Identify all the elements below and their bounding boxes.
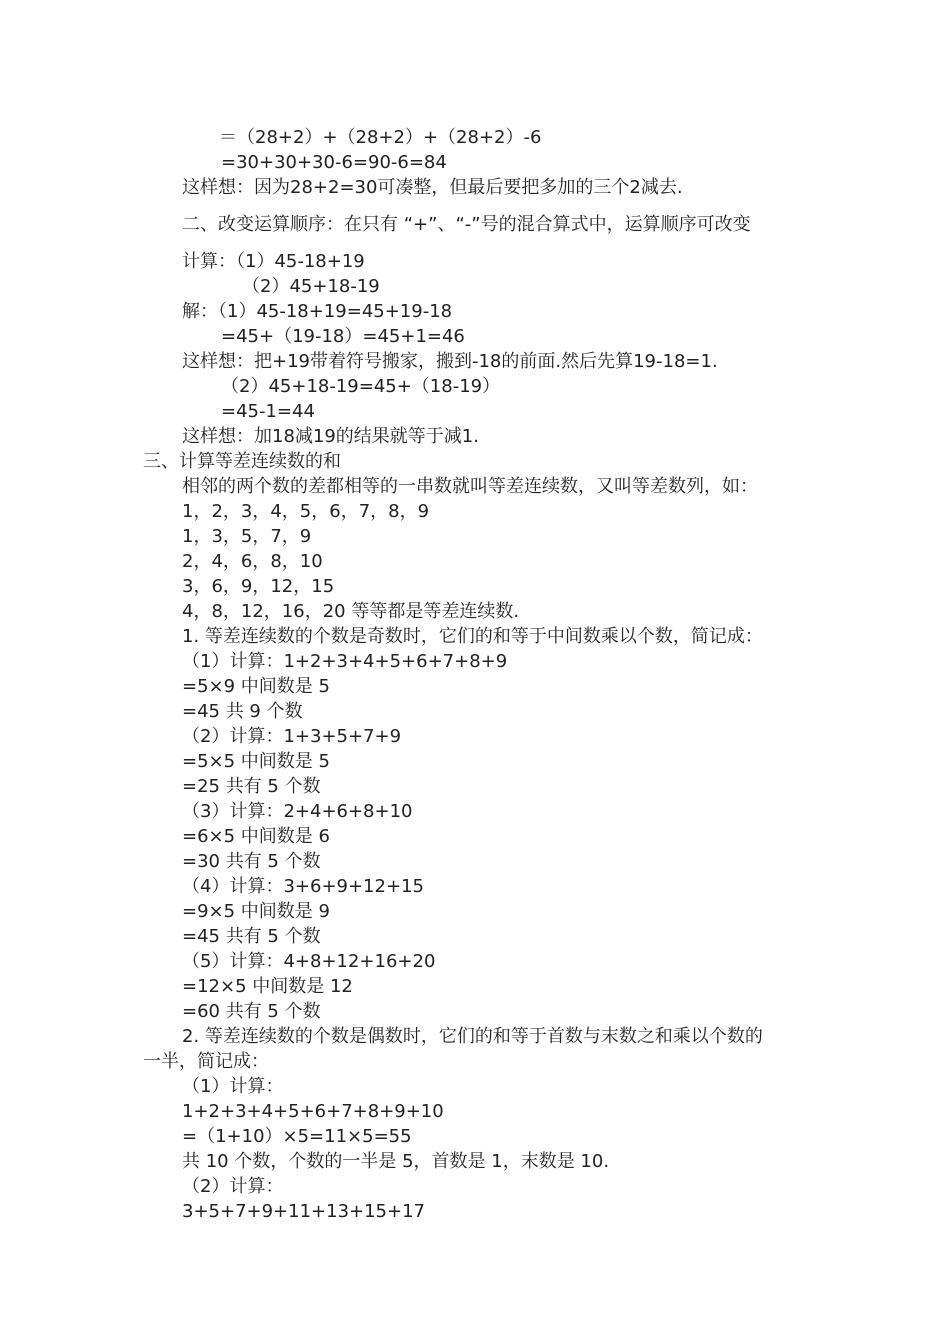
problem-line: （2）45+18-19 [242,276,380,297]
sequence-line: 2，4，6，8，10 [182,551,323,572]
explanation-line: 这样想：因为28+2=30可凑整，但最后要把多加的三个2减去. [182,177,683,198]
equation-line: =45+（19-18）=45+1=46 [221,326,465,347]
sequence-line: 1，3，5，7，9 [182,526,312,547]
equation-line: =30+30+30-6=90-6=84 [221,152,447,173]
rule-line: 1. 等差连续数的个数是奇数时，它们的和等于中间数乘以个数，简记成： [182,626,763,647]
example-line: 共 10 个数，个数的一半是 5，首数是 1，末数是 10. [182,1151,610,1172]
section-heading: 二、改变运算顺序：在只有 “+”、“-”号的混合算式中，运算顺序可改变 [182,214,751,235]
example-line: （2）计算： [182,1176,284,1197]
example-line: =60 共有 5 个数 [182,1001,321,1022]
example-line: （2）计算：1+3+5+7+9 [182,726,402,747]
example-line: =45 共 9 个数 [182,701,303,722]
example-line: （1）计算：1+2+3+4+5+6+7+8+9 [182,651,508,672]
explanation-line: 这样想：加18减19的结果就等于减1. [182,426,479,447]
definition-line: 相邻的两个数的差都相等的一串数就叫等差连续数，又叫等差数列，如： [182,476,758,497]
example-line: =12×5 中间数是 12 [182,976,353,997]
example-line: 1+2+3+4+5+6+7+8+9+10 [182,1101,444,1122]
example-line: =5×5 中间数是 5 [182,751,330,772]
example-line: （5）计算：4+8+12+16+20 [182,951,436,972]
example-line: =（1+10）×5=11×5=55 [182,1126,412,1147]
example-line: =6×5 中间数是 6 [182,826,330,847]
example-line: =9×5 中间数是 9 [182,901,330,922]
rule-line-continued: 一半，简记成： [143,1051,269,1072]
sequence-line: 1，2，3，4，5，6，7，8，9 [182,501,430,522]
sequence-line: 3，6，9，12，15 [182,576,335,597]
rule-line: 2. 等差连续数的个数是偶数时，它们的和等于首数与末数之和乘以个数的 [182,1026,763,1047]
example-line: =25 共有 5 个数 [182,776,321,797]
solution-line: （2）45+18-19=45+（18-19） [221,376,501,397]
example-line: （1）计算： [182,1076,284,1097]
example-line: =5×9 中间数是 5 [182,676,330,697]
example-line: （3）计算：2+4+6+8+10 [182,801,413,822]
example-line: 3+5+7+9+11+13+15+17 [182,1201,425,1222]
problem-line: 计算：（1）45-18+19 [182,251,365,272]
example-line: =30 共有 5 个数 [182,851,321,872]
sequence-line: 4，8，12，16，20 等等都是等差连续数. [182,601,520,622]
equation-line: =45-1=44 [221,401,315,422]
example-line: =45 共有 5 个数 [182,926,321,947]
solution-line: 解：（1）45-18+19=45+19-18 [182,301,453,322]
example-line: （4）计算：3+6+9+12+15 [182,876,424,897]
equation-line: ＝（28+2）+（28+2）+（28+2）-6 [219,127,542,148]
section-heading: 三、计算等差连续数的和 [143,451,341,472]
explanation-line: 这样想：把+19带着符号搬家，搬到-18的前面.然后先算19-18=1. [182,351,718,372]
